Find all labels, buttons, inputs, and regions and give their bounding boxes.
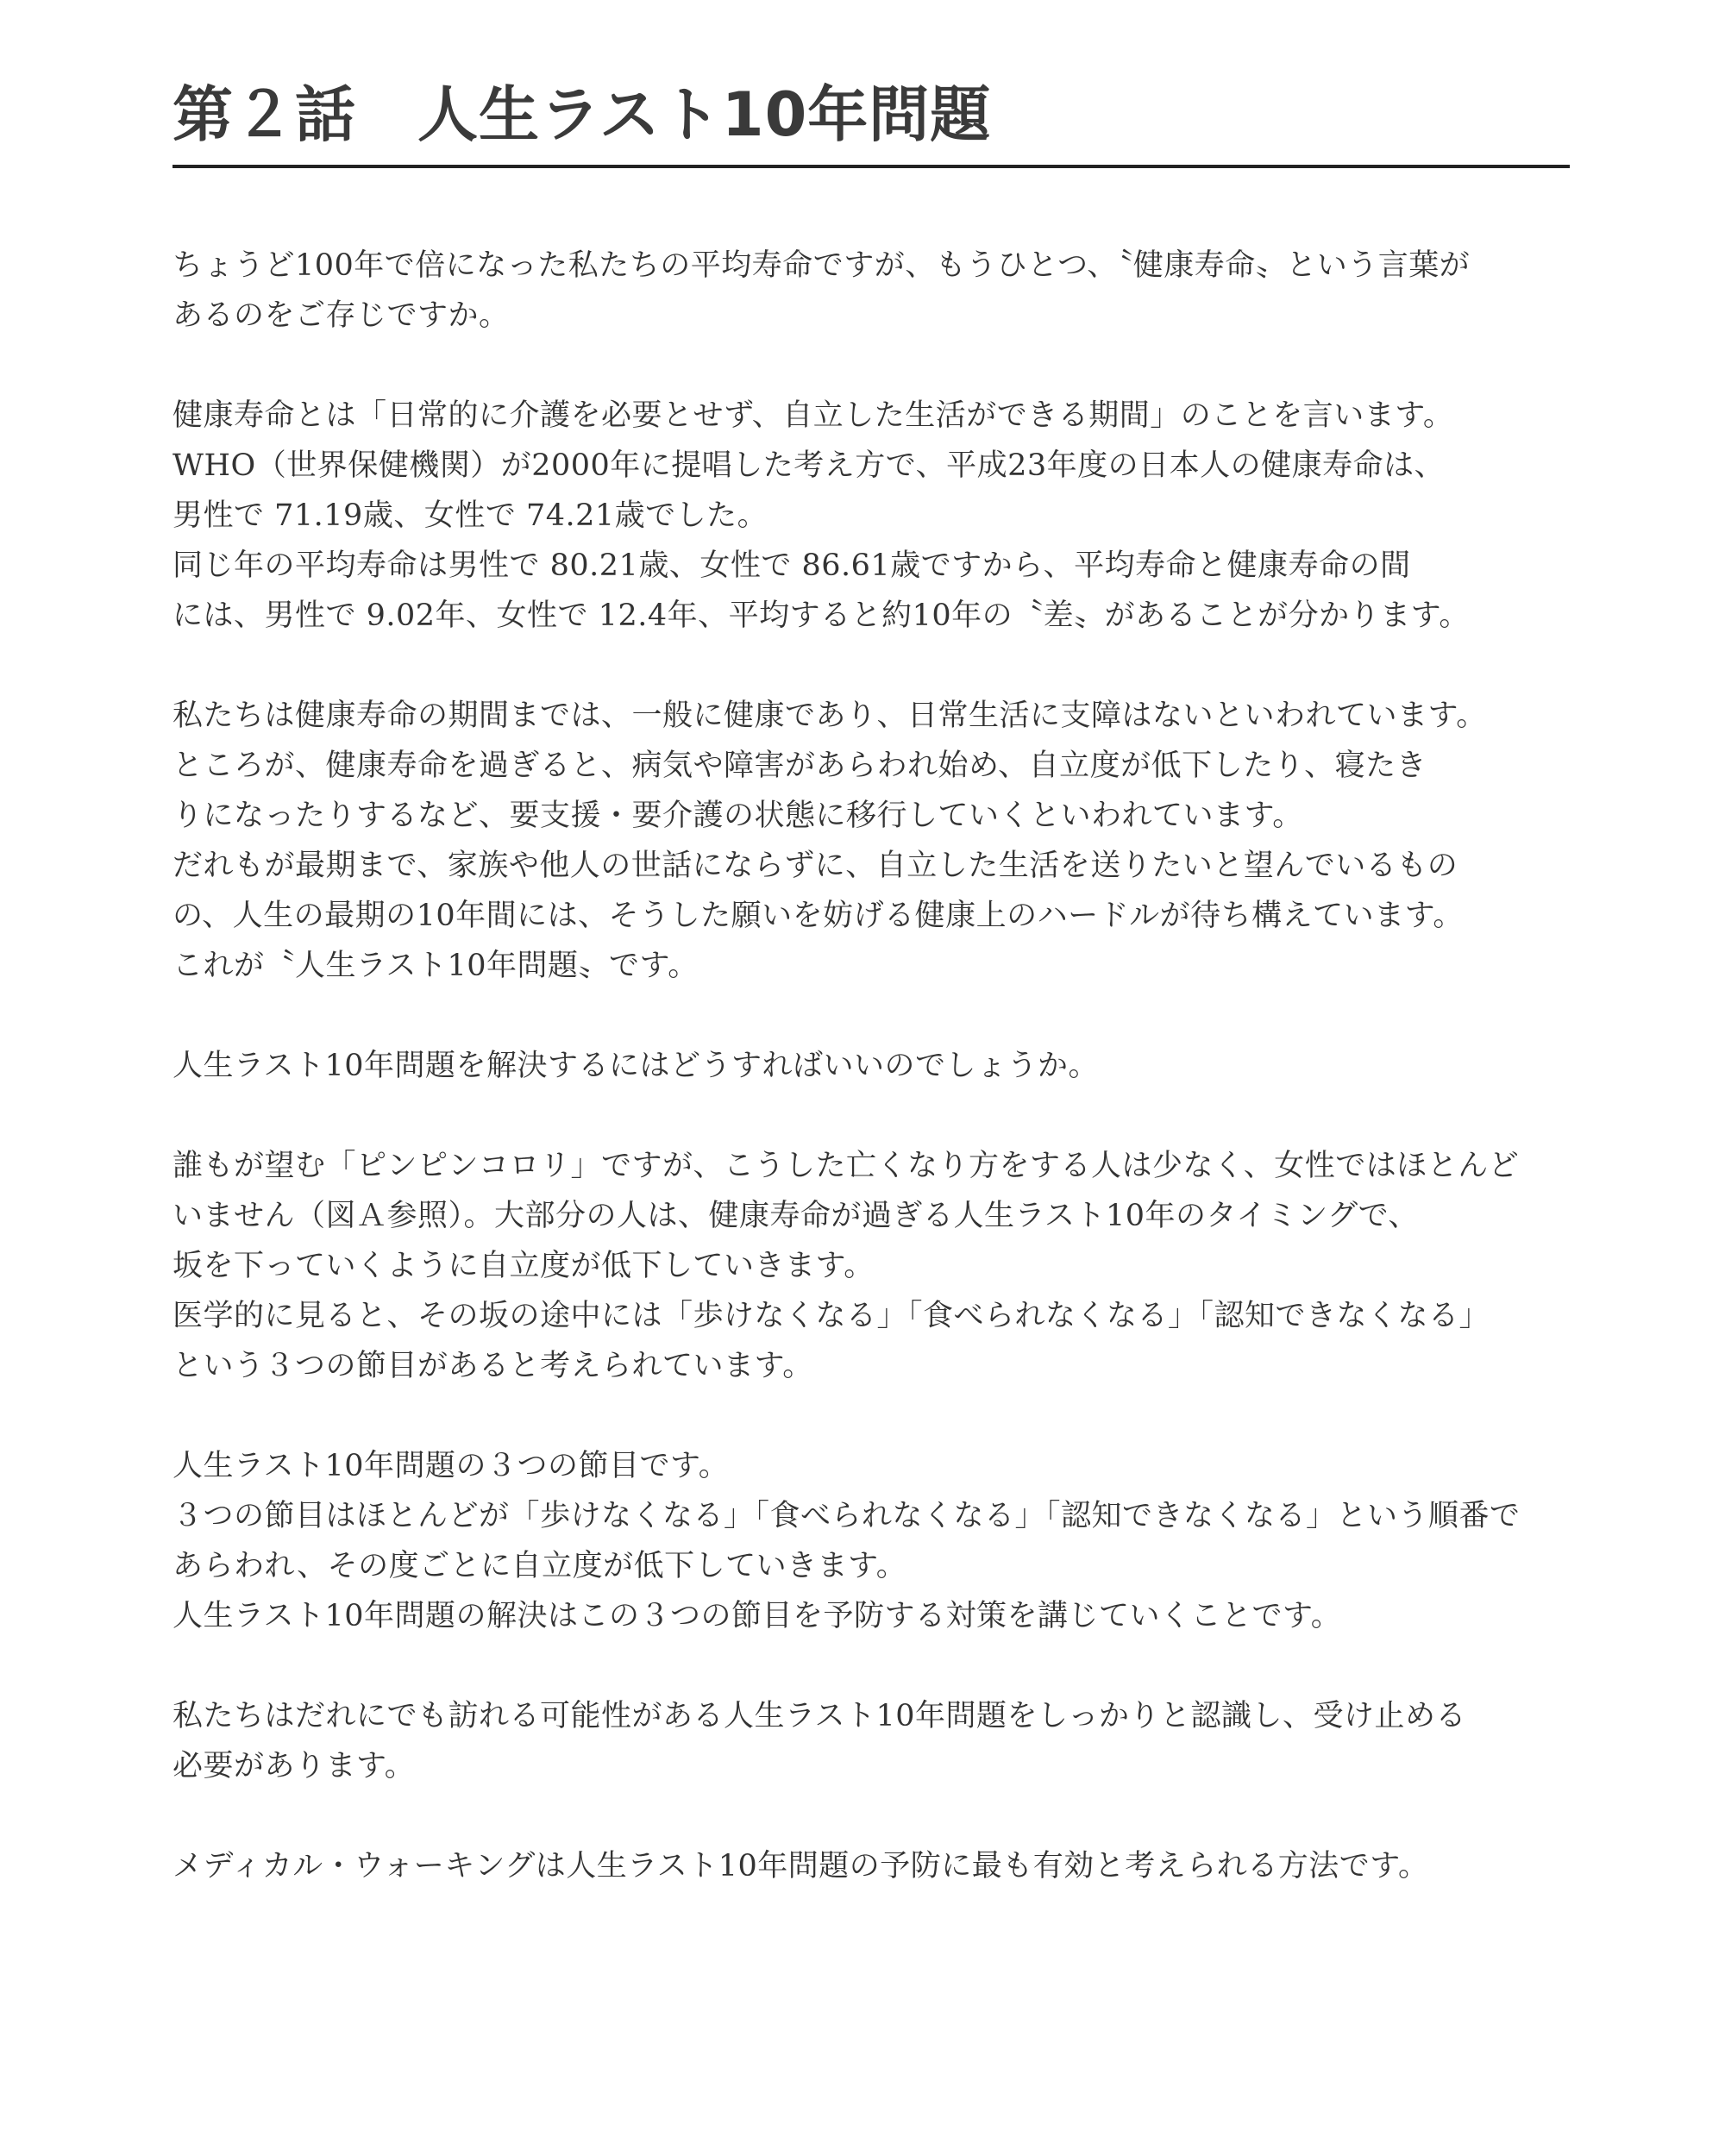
text-line: 同じ年の平均寿命は男性で 80.21歳、女性で 86.61歳ですから、平均寿命と健康寿命の間 [172,548,1411,583]
paragraph [172,241,1570,341]
text-line: これが〝人生ラスト10年問題〟です。 [172,949,699,983]
text-line: メディカル・ウォーキングは人生ラスト10年問題の予防に最も有効と考えられる方法です。 [172,1849,1429,1883]
text-line: という３つの節目があると考えられています。 [172,1349,813,1383]
page-title: 第２話 人生ラスト10年問題 [172,76,1570,168]
text-line: 人生ラスト10年問題を解決するにはどうすればいいのでしょうか。 [172,1049,1099,1083]
article-body [172,241,1570,1891]
text-line: 医学的に見ると、その坂の途中には「歩けなくなる」「食べられなくなる」「認知できなくなる」 [172,1299,1490,1333]
paragraph [172,391,1570,641]
paragraph [172,1441,1570,1641]
text-line: あらわれ、その度ごとに自立度が低下していきます。 [172,1549,907,1583]
text-line: りになったりするなど、要支援・要介護の状態に移行していくといわれています。 [172,799,1303,833]
paragraph [172,691,1570,991]
paragraph [172,1141,1570,1391]
text-line: ちょうど100年で倍になった私たちの平均寿命ですが、もうひとつ、〝健康寿命〟という言葉が [172,248,1471,283]
text-line: WHO（世界保健機関）が2000年に提唱した考え方で、平成23年度の日本人の健康寿命は、 [172,448,1446,483]
text-line: 男性で 71.19歳、女性で 74.21歳でした。 [172,498,768,533]
text-line: だれもが最期まで、家族や他人の世話にならずに、自立した生活を送りたいと望んでいるもの [172,849,1458,883]
text-line: の、人生の最期の10年間には、そうした願いを妨げる健康上のハードルが待ち構えています。 [172,899,1464,933]
text-line: 人生ラスト10年問題の解決はこの３つの節目を予防する対策を講じていくことです。 [172,1599,1342,1633]
paragraph [172,1691,1570,1791]
text-line: 誰もが望む「ピンピンコロリ」ですが、こうした亡くなり方をする人は少なく、女性ではほとんど [172,1149,1520,1183]
text-line: 人生ラスト10年問題の３つの節目です。 [172,1449,730,1483]
paragraph [172,1041,1570,1091]
text-line: 私たちは健康寿命の期間までは、一般に健康であり、日常生活に支障はないといわれています。 [172,699,1487,733]
text-line: 私たちはだれにでも訪れる可能性がある人生ラスト10年問題をしっかりと認識し、受け止める [172,1699,1466,1733]
text-line: ３つの節目はほとんどが「歩けなくなる」「食べられなくなる」「認知できなくなる」という順番で [172,1499,1521,1533]
paragraph [172,1841,1570,1891]
document-page [172,76,1570,1941]
text-line: いません（図Ａ参照）。大部分の人は、健康寿命が過ぎる人生ラスト10年のタイミングで、 [172,1199,1419,1233]
text-line: には、男性で 9.02年、女性で 12.4年、平均すると約10年の〝差〟があることが分かります。 [172,599,1470,633]
text-line: 必要があります。 [172,1749,416,1783]
text-line: ところが、健康寿命を過ぎると、病気や障害があらわれ始め、自立度が低下したり、寝たき [172,749,1427,783]
text-line: あるのをご存じですか。 [172,298,510,333]
text-line: 健康寿命とは「日常的に介護を必要とせず、自立した生活ができる期間」のことを言います。 [172,398,1454,433]
text-line: 坂を下っていくように自立度が低下していきます。 [172,1249,875,1283]
